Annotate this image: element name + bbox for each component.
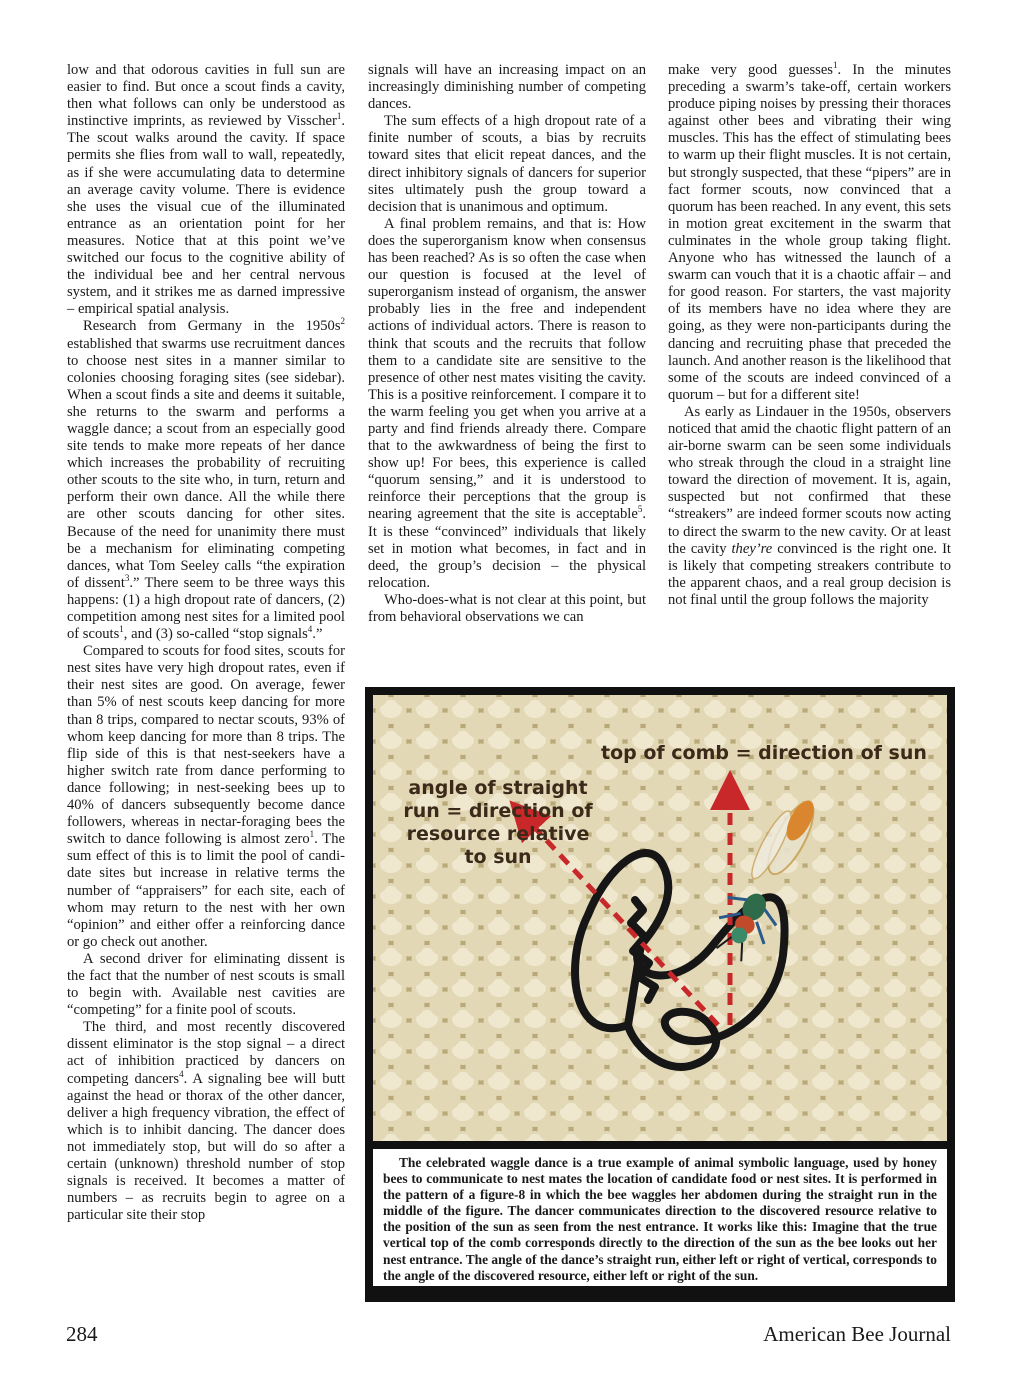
text-column-2 bbox=[368, 62, 646, 626]
honeycomb-illustration bbox=[373, 695, 947, 1141]
paragraph: Research from Germany in the $1950s^2$ established that swarms use recruitment dances to choose nest sites in a manner similar to colonies choosing foraging sites (see sidebar). When a scout finds a site and deems it suitable, she returns to the swarm and performs a waggle dance; a scout from an especially good site tends to make more repeats of her dance which increases the probability of recruiting other scouts to the site who, in turn, return and perform their own dance. All the while there are other scouts dancing for other sites. Because of the need for unanimity there must be a mechanism for eliminating competing dances, what Tom Seeley calls “the expiration of dissent$^3$.” There seem to be three ways this happens: (1) a high dropout rate of dancers, (2) competition among nest sites for a limited pool of scouts$^1$, and (3) so-called “stop signals$^4$.” bbox=[67, 316, 345, 643]
paragraph: low and that odorous cavities in full sun are easier to find. But once a scout finds a cavity, then what follows can only be understood as instinctive imprints, as reviewed by Visscher$^1$. The scout walks around the cavity. If space permits she flies from wall to wall, repeatedly, as if she were accumulating data to determine an average cavity volume. There is evidence she uses the visual cue of the illuminated entrance as an orientation point for her measures. Notice that at this point we’ve switched our focus to the cognitive ability of the individual bee and her central nervous system, and it strikes me as darned impressive – empirical spatial analysis. bbox=[67, 62, 345, 318]
paragraph: Who-does-what is not clear at this point, but from behavioral observations we can bbox=[368, 591, 646, 625]
paragraph: A second driver for eliminating dissent is the fact that the number of nest scouts is small to begin with. Available nest cavities are “competing” for a finite pool of scouts. bbox=[67, 950, 345, 1019]
figure-caption: The celebrated waggle dance is a true example of animal symbolic language, used by honey bees to communicate to nest mates the location of candidate food or nest sites. It is performed in the pattern of a figure-8 in which the bee waggles her abdomen during the straight run in the middle of the figure. The dancer communicates direction to the discovered resource relative to the position of the sun as seen from the nest entrance. It works like this: Imagine that the true vertical top of the comb corresponds directly to the direction of the sun as the bee looks out her nest entrance. The angle of the dance’s straight run, either left or right of vertical, corresponds to the angle of the discovered resource, either left or right of the sun. bbox=[373, 1149, 947, 1286]
paragraph: Compared to scouts for food sites, scouts for nest sites have very high dropout rates, even if their nest sites are good. On average, fewer than 5% of nest scouts keep dancing for more than 8 trips, compared to nectar scouts, 93% of whom keep dancing for more than 8 trips. The flip side of this is that nest-seekers have a higher switch rate from dance performing to dance following; in nest-seeking bees up to 40% of dancers subsequently become dance followers, whereas in nectar-foraging bees the switch to dance following is almost zero$^1$. The sum effect of this is to limit the pool of candidate sites but increase in relative terms the number of “appraisers” for each site, each of whom may return to the nest with her own “opinion” and either offer a reinforcing dance or go check out another. bbox=[67, 643, 345, 950]
page-number: 284 bbox=[66, 1322, 98, 1346]
text-column-1 bbox=[67, 62, 345, 1224]
paragraph: The sum effects of a high dropout rate of a finite number of scouts, a bias by recruits toward sites that elicit repeat dances, and the direct inhibitory signals of dancers for superior sites ultimately push the group toward a decision that is unanimous and optimum. bbox=[368, 113, 646, 215]
paragraph: A final problem remains, and that is: How does the superorganism know when consensus has been reached? As is so often the case when our question is focused at the level of superorganism instead of organism, the answer probably lies in the free and independent actions of individual actors. There is reason to think that scouts and the recruits that follow them to a candidate site are sensitive to the presence of other nest mates visiting the cavity. This is a positive reinforcement. I compare it to the warm feeling you get when you arrive at a party and find friends already there. Compare that to the awkwardness of being the first to show up! For bees, this experience is called “quorum sensing,” and it is understood to reinforce their perceptions that the group is nearing agreement that the site is acceptable$^5$. It is these “convinced” individuals that likely set in motion what becomes, in fact and in deed, the group’s decision – the physical relocation. bbox=[368, 215, 646, 591]
paragraph: make very good guesses$^1$. In the minutes preceding a swarm’s take-off, certain workers produce piping noises by pressing their thoraces against other bees and vibrating their wing muscles. This has the effect of stimulating bees to warm up their flight muscles. It is not certain, but strongly suspected, that these “pipers” are in fact former scouts, now convinced that a quorum has been reached. In any event, this sets in motion great excitement in the swarm that culminates in the whole group taking flight. Anyone who has witnessed the launch of a swarm can vouch that it is a chaotic affair – and for good reason. For starters, the vast majority of its members have no idea where they are going, as they were non-participants during the dancing and recruiting phase that preceded the launch. And another reason is the likelihood that some of the scouts are indeed convinced of a quorum – but for a different site! bbox=[668, 60, 951, 403]
paragraph: As early as Lindauer in the 1950s, observers noticed that amid the chaotic flight pattern of an air-borne swarm can be seen some individuals who streak through the cloud in a straight line toward the direction of movement. It is, again, suspected but not confirmed that these “streakers” are indeed former scouts now acting to direct the swarm to the new cavity. Or at least the cavity they’re convinced is the right one. It is likely that competing streakers contribute to the apparent chaos, and a real group decision is not final until the group follows the majority bbox=[668, 403, 951, 608]
resource-angle-label: angle of straight run = direction of resource relative to sun bbox=[403, 777, 593, 868]
paragraph: The third, and most recently discovered dissent eliminator is the stop signal – a direct act of inhibition practiced by dancers on competing dancers$^4$. A signaling bee will butt against the head or thorax of the other dancer, deliver a high frequency vibration, the effect of which is to inhibit dancing. The dancer does not immediately stop, but will do so after a certain (unknown) threshold number of stop signals is received. It becomes a matter of numbers – as recruits begin to agree on a particular site their stop bbox=[67, 1019, 345, 1224]
sun-direction-label: top of comb = direction of sun bbox=[601, 742, 927, 764]
waggle-dance-figure bbox=[365, 687, 955, 1302]
journal-title: American Bee Journal bbox=[763, 1322, 951, 1346]
paragraph: signals will have an increasing impact on an increasingly diminishing number of competing dances. bbox=[368, 62, 646, 113]
text-column-3 bbox=[668, 62, 951, 609]
